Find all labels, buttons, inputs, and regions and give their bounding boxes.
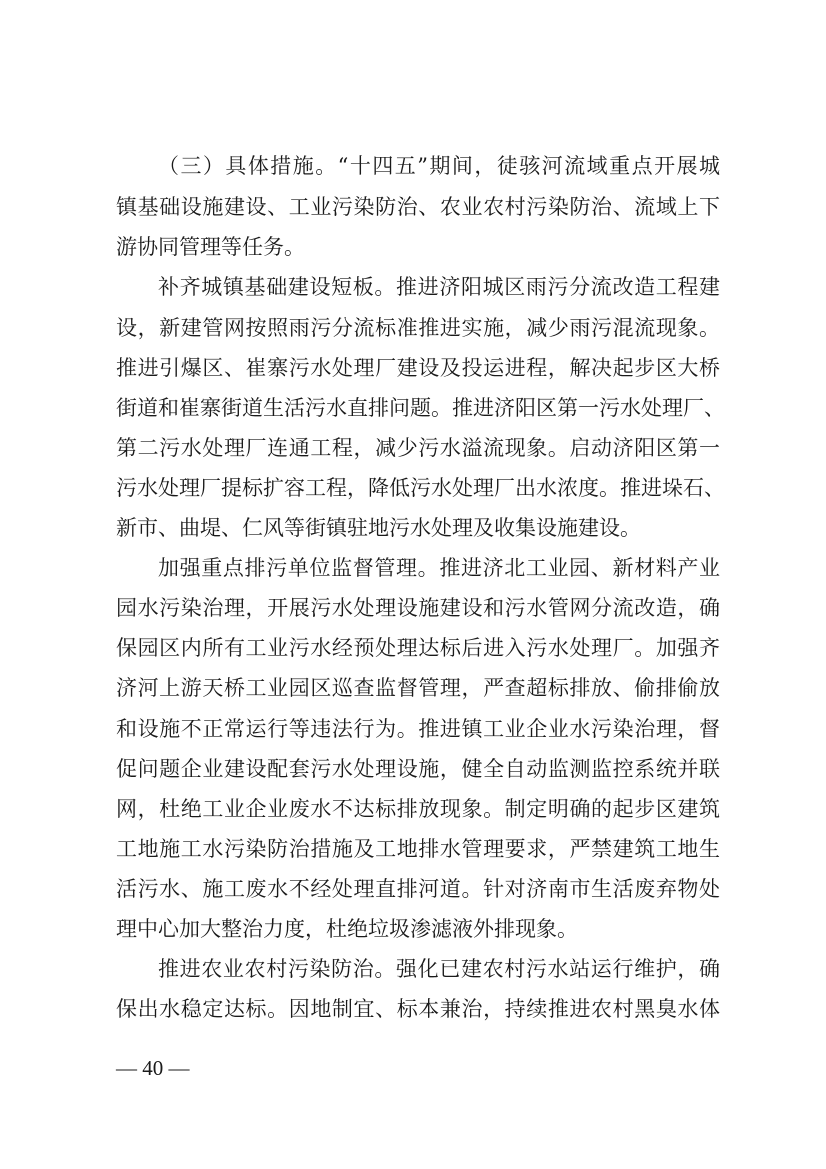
paragraph-3-line-9: 活污水、施工废水不经处理直排河道。针对济南市生活废弃物处 [116,877,720,901]
paragraph-2-line-3: 推进引爆区、崔寨污水处理厂建设及投运进程，解决起步区大桥 [116,356,720,380]
paragraph-4-line-1: 推进农业农村污染防治。强化已建农村污水站运行维护，确 [158,957,720,981]
paragraph-3-line-2: 园水污染治理，开展污水处理设施建设和污水管网分流改造，确 [116,596,720,620]
paragraph-3-line-1: 加强重点排污单位监督管理。推进济北工业园、新材料产业 [158,556,720,580]
paragraph-3-line-10: 理中心加大整治力度，杜绝垃圾渗滤液外排现象。 [116,917,578,941]
paragraph-3-line-5: 和设施不正常运行等违法行为。推进镇工业企业水污染治理，督 [116,717,720,741]
paragraph-3-line-8: 工地施工水污染防治措施及工地排水管理要求，严禁建筑工地生 [116,837,720,861]
paragraph-2-line-7: 新市、曲堤、仁风等街镇驻地污水处理及收集设施建设。 [116,516,641,540]
paragraph-2-line-5: 第二污水处理厂连通工程，减少污水溢流现象。启动济阳区第一 [116,436,720,460]
paragraph-2-line-2: 设，新建管网按照雨污分流标准推进实施，减少雨污混流现象。 [116,316,720,340]
paragraph-4-line-2: 保出水稳定达标。因地制宜、标本兼治，持续推进农村黑臭水体 [116,997,720,1021]
page-number: — 40 — [116,1056,190,1080]
paragraph-3-line-3: 保园区内所有工业污水经预处理达标后进入污水处理厂。加强齐 [116,636,720,660]
paragraph-2-line-4: 街道和崔寨街道生活污水直排问题。推进济阳区第一污水处理厂、 [116,396,725,420]
paragraph-3-line-7: 网，杜绝工业企业废水不达标排放现象。制定明确的起步区建筑 [116,797,720,821]
paragraph-1-line-3: 游协同管理等任务。 [116,235,305,259]
paragraph-2-line-1: 补齐城镇基础建设短板。推进济阳城区雨污分流改造工程建 [158,275,720,299]
paragraph-1-line-2: 镇基础设施建设、工业污染防治、农业农村污染防治、流域上下 [116,195,720,219]
paragraph-1-line-1: （三）具体措施。“十四五”期间，徒骇河流域重点开展城 [158,154,720,178]
paragraph-3-line-6: 促问题企业建设配套污水处理设施，健全自动监测监控系统并联 [116,757,720,781]
paragraph-2-line-6: 污水处理厂提标扩容工程，降低污水处理厂出水浓度。推进垛石、 [116,476,725,500]
paragraph-3-line-4: 济河上游天桥工业园区巡查监督管理，严查超标排放、偷排偷放 [116,676,720,700]
